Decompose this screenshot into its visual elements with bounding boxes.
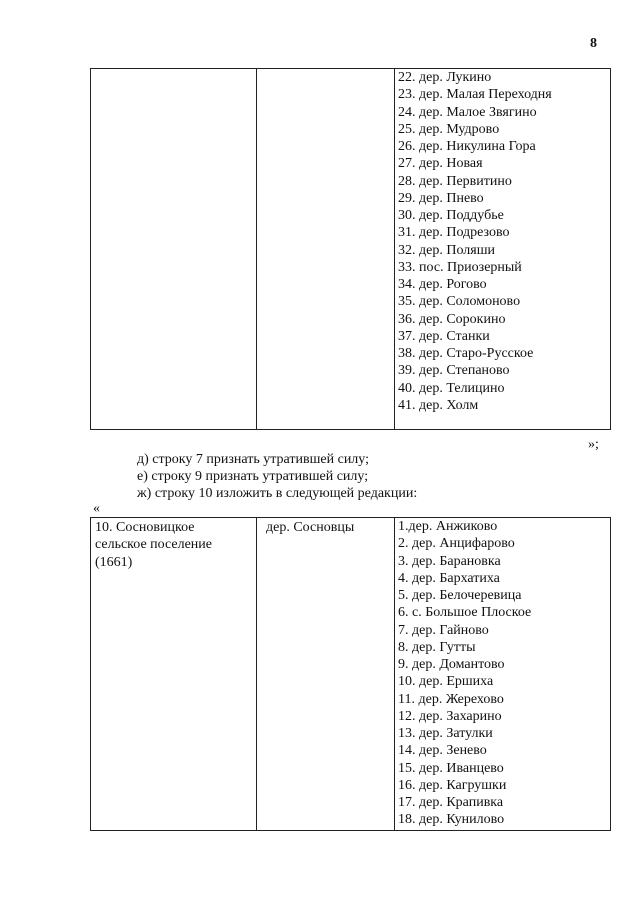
settlement-item: 13. дер. Затулки [398,726,493,741]
settlement-item: 29. дер. Пнево [398,190,484,206]
settlement-item: 17. дер. Крапивка [398,795,504,810]
paragraph-zh: ж) строку 10 изложить в следующей редакции: [137,486,418,501]
closing-quote: »; [588,437,599,452]
settlement-item: 6. с. Большое Плоское [398,605,532,621]
settlement-item: 4. дер. Бархатиха [398,570,500,586]
settlement-item: 37. дер. Станки [398,328,490,344]
settlement-item: 1.дер. Анжиково [398,519,498,534]
settlement-item: 24. дер. Малое Звягино [398,104,537,120]
settlement-item: 10. дер. Ершиха [398,674,494,690]
settlement-item: 25. дер. Мудрово [398,121,500,137]
settlement-item: 34. дер. Рогово [398,277,487,292]
settlement-item: 26. дер. Никулина Гора [398,139,536,154]
settlement-item: 27. дер. Новая [398,156,483,172]
settlement-item: 28. дер. Первитино [398,173,512,189]
settlement-item: 40. дер. Телицино [398,380,505,396]
settlement-item: 8. дер. Гутты [398,639,476,655]
settlement-item: 14. дер. Зенево [398,743,487,759]
municipality-name-line2: сельское поселение [95,537,212,553]
settlement-list [395,69,610,414]
settlement-item: 39. дер. Степаново [398,363,510,379]
settlement-item: 9. дер. Домантово [398,657,505,672]
settlement-item: 7. дер. Гайново [398,622,489,638]
settlement-item: 18. дер. Кунилово [398,812,505,828]
center-cell-empty [257,69,395,430]
settlements-table-continued [90,68,611,430]
municipality-code: (1661) [95,554,133,570]
administrative-center: дер. Сосновцы [266,520,355,535]
settlement-item: 32. дер. Поляши [398,242,495,258]
settlements-cell [395,69,611,430]
settlement-item: 16. дер. Кагрушки [398,777,507,793]
settlement-item: 23. дер. Малая Переходня [398,87,552,103]
settlement-item: 22. дер. Лукино [398,70,492,85]
paragraph-e: е) строку 9 признать утратившей силу; [137,469,369,484]
settlement-item: 5. дер. Белочеревица [398,588,522,603]
settlement-item: 36. дер. Сорокино [398,311,506,327]
settlement-item: 2. дер. Анцифарово [398,536,515,552]
page-number: 8 [590,36,597,51]
settlement-item: 30. дер. Поддубье [398,208,504,223]
municipality-cell-empty [91,69,257,430]
settlement-item: 31. дер. Подрезово [398,225,510,241]
paragraph-d: д) строку 7 признать утратившей силу; [137,452,369,467]
municipality-name-line1: 10. Сосновицкое [95,520,195,535]
settlements-cell [395,518,611,831]
settlement-item: 11. дер. Жерехово [398,691,504,707]
settlement-item: 3. дер. Барановка [398,553,501,569]
opening-quote: « [93,501,100,516]
municipality-cell [91,518,257,831]
settlement-item: 35. дер. Соломоново [398,294,521,310]
settlement-item: 38. дер. Старо-Русское [398,346,534,361]
settlement-item: 41. дер. Холм [398,397,479,413]
sosnovitskoe-table [90,517,611,831]
settlement-item: 33. пос. Приозерный [398,259,522,275]
settlement-list [395,518,610,829]
settlement-item: 15. дер. Иванцево [398,760,504,776]
center-cell [257,518,395,831]
settlement-item: 12. дер. Захарино [398,708,502,724]
